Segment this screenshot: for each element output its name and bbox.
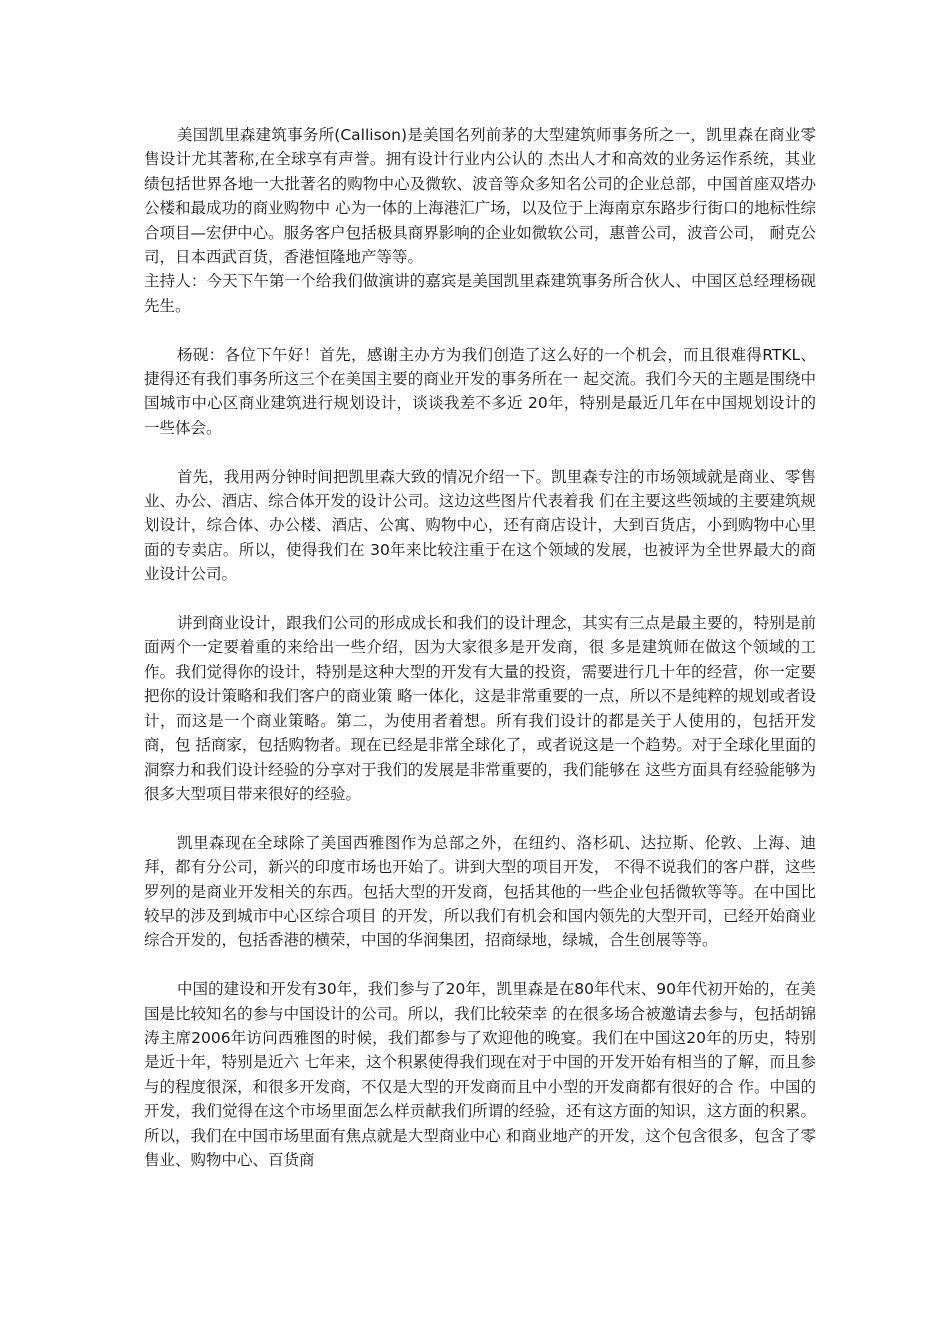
paragraph-speech-opening: 杨砚：各位下午好！首先，感谢主办方为我们创造了这么好的一个机会，而且很难得RTKL、捷得还有我们事务所这三个在美国主要的商业开发的事务所在一 起交流。我们今天的主题是围绕中国城市中心区商业建筑进行规划设计，谈谈我差不多近 20年，特别是最近几年在中国规划设计的一些体会。	[144, 345, 816, 437]
paragraph-intro: 美国凯里森建筑事务所(Callison)是美国名列前茅的大型建筑师事务所之一，凯里森在商业零售设计尤其著称,在全球享有声誉。拥有设计行业内公认的 杰出人才和高效的业务运作系统，其业绩包括世界各地一大批著名的购物中心及微软、波音等众多知名公司的企业总部，中国首座双塔办公楼和最成功的商业购物中 心为一体的上海港汇广场，以及位于上海南京东路步行街口的地标性综合项目—宏伊中心。服务客户包括极具商界影响的企业如微软公司，惠普公司，波音公司， 耐克公司，日本西武百货，香港恒隆地产等等。	[144, 126, 816, 267]
paragraph-china-experience: 中国的建设和开发有30年，我们参与了20年，凯里森是在80年代末、90年代初开始的，在美国是比较知名的参与中国设计的公司。所以，我们比较荣幸 的在很多场合被邀请去参与，包括胡锦涛主席2006年访问西雅图的时候，我们都参与了欢迎他的晚宴。我们在中国这20年的历史，特别是近十年，特别是近六 七年来，这个积累使得我们现在对于中国的开发开始有相当的了解，而且参与的程度很深，和很多开发商，不仅是大型的开发商而且中小型的开发商都有很好的合 作。中国的开发，我们觉得在这个市场里面怎么样贡献我们所谓的经验，还有这方面的知识，这方面的积累。所以，我们在中国市场里面有焦点就是大型商业中心 和商业地产的开发，这个包含很多，包含了零售业、购物中心、百货商	[144, 980, 816, 1169]
document-body	[144, 123, 816, 1172]
paragraph-global-offices: 凯里森现在全球除了美国西雅图作为总部之外，在纽约、洛杉矶、达拉斯、伦敦、上海、迪拜，都有分公司，新兴的印度市场也开始了。讲到大型的项目开发， 不得不说我们的客户群，这些罗列的是商业开发相关的东西。包括大型的开发商，包括其他的一些企业包括微软等等。在中国比较早的涉及到城市中心区综合项目 的开发，所以我们有机会和国内领先的大型开司，已经开始商业综合开发的，包括香港的横荣，中国的华润集团，招商绿地，绿城，合生创展等等。	[144, 833, 816, 950]
paragraph-host: 主持人：今天下午第一个给我们做演讲的嘉宾是美国凯里森建筑事务所合伙人、中国区总经理杨砚先生。	[144, 272, 816, 315]
paragraph-design-philosophy: 讲到商业设计，跟我们公司的形成成长和我们的设计理念，其实有三点是最主要的，特别是前面两个一定要着重的来给出一些介绍，因为大家很多是开发商，很 多是建筑师在做这个领域的工作。我们觉得你的设计，特别是这种大型的开发有大量的投资，需要进行几十年的经营，你一定要把你的设计策略和我们客户的商业策 略一体化，这是非常重要的一点，所以不是纯粹的规划或者设计，而这是一个商业策略。第二，为使用者着想。所有我们设计的都是关于人使用的，包括开发商，包 括商家，包括购物者。现在已经是非常全球化了，或者说这是一个趋势。对于全球化里面的洞察力和我们设计经验的分享对于我们的发展是非常重要的，我们能够在 这些方面具有经验能够为很多大型项目带来很好的经验。	[144, 614, 816, 803]
paragraph-company-intro: 首先，我用两分钟时间把凯里森大致的情况介绍一下。凯里森专注的市场领域就是商业、零售业、办公、酒店、综合体开发的设计公司。这边这些图片代表着我 们在主要这些领域的主要建筑规划设计，综合体、办公楼、酒店、公寓、购物中心，还有商店设计，大到百货店，小到购物中心里面的专卖店。所以，使得我们在 30年来比较注重于在这个领域的发展，也被评为全世界最大的商业设计公司。	[144, 467, 816, 584]
